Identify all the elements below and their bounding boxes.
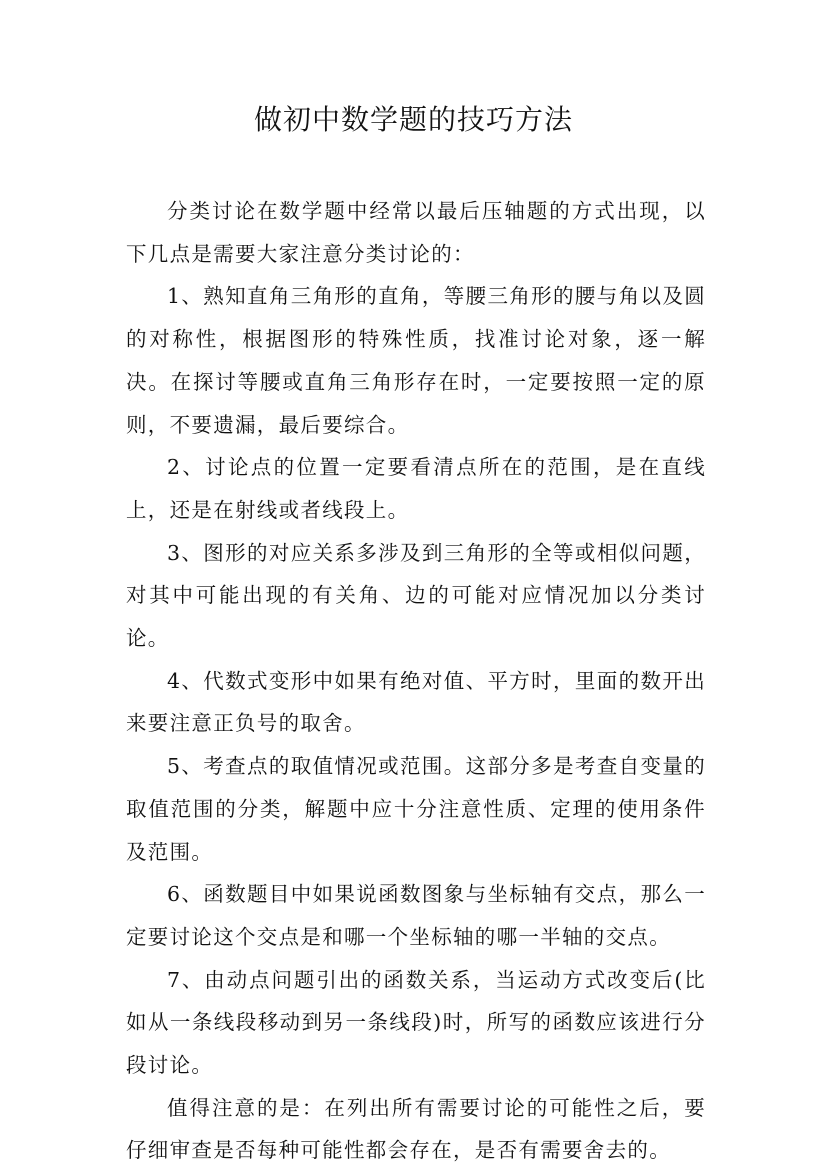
document-title: 做初中数学题的技巧方法 — [253, 103, 573, 136]
paragraph-point-4: 4、代数式变形中如果有绝对值、平方时，里面的数开出来要注意正负号的取舍。 — [126, 668, 706, 736]
paragraph-point-7: 7、由动点问题引出的函数关系，当运动方式改变后(比如从一条线段移动到另一条线段)时，所写的函数应该进行分段讨论。 — [126, 967, 706, 1078]
paragraph-intro: 分类讨论在数学题中经常以最后压轴题的方式出现，以下几点是需要大家注意分类讨论的： — [126, 199, 706, 266]
paragraph-point-5: 5、考查点的取值情况或范围。这部分多是考查自变量的取值范围的分类，解题中应十分注意性质、定理的使用条件及范围。 — [126, 754, 706, 864]
paragraph-point-3: 3、图形的对应关系多涉及到三角形的全等或相似问题，对其中可能出现的有关角、边的可能对应情况加以分类讨论。 — [126, 540, 706, 651]
paragraph-point-1: 1、熟知直角三角形的直角，等腰三角形的腰与角以及圆的对称性，根据图形的特殊性质，找准讨论对象，逐一解决。在探讨等腰或直角三角形存在时，一定要按照一定的原则，不要遗漏，最后要综合。 — [126, 284, 706, 437]
paragraph-point-2: 2、讨论点的位置一定要看清点所在的范围，是在直线上，还是在射线或者线段上。 — [126, 455, 706, 522]
paragraph-note: 值得注意的是：在列出所有需要讨论的可能性之后，要仔细审查是否每种可能性都会存在，是否有需要舍去的。 — [126, 1095, 706, 1163]
paragraph-point-6: 6、函数题目中如果说函数图象与坐标轴有交点，那么一定要讨论这个交点是和哪一个坐标轴的哪一半轴的交点。 — [126, 882, 706, 949]
document-body — [126, 190, 706, 1172]
